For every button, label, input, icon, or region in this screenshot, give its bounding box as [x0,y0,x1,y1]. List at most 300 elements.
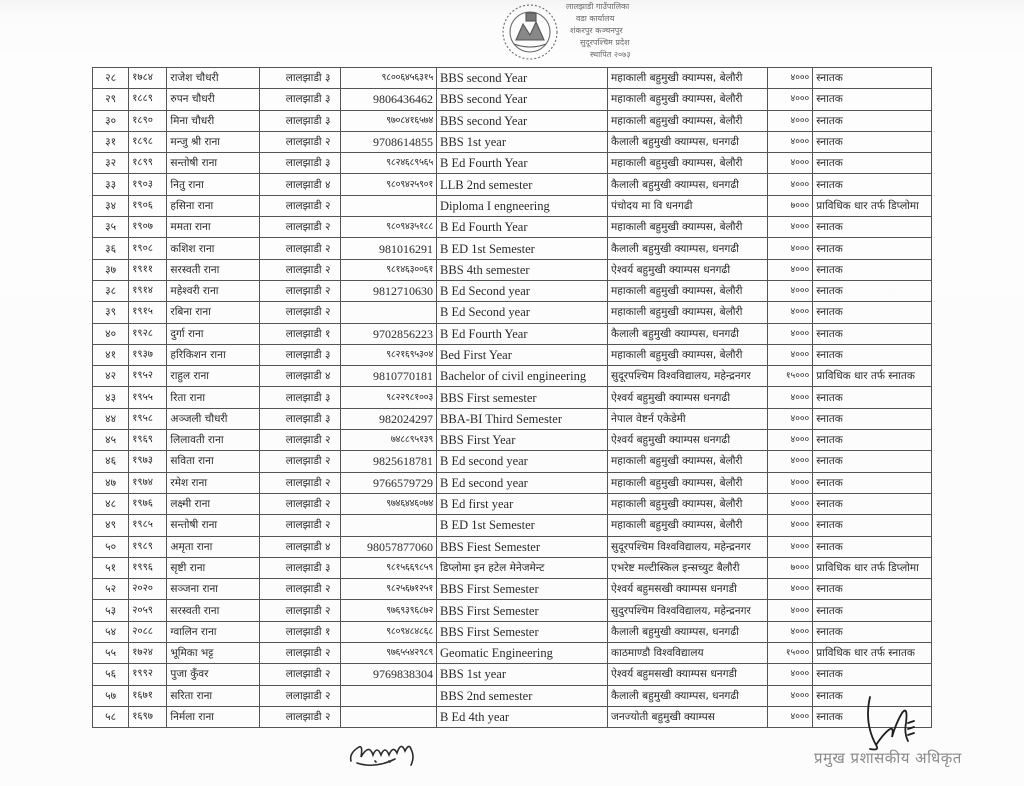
stamp-text [566,1,730,61]
name-cell: रुपन चौधरी [167,89,260,110]
phone-cell: ९८२२९८१००३ [341,387,437,408]
address-cell: लालझाडी २ [259,302,340,323]
registration-number-cell: १९०७ [129,217,167,238]
amount-cell: ४००० [767,600,812,621]
name-cell: महेश्वरी राना [167,280,260,301]
table-row [93,131,932,152]
registration-number-cell: १७२४ [129,643,167,664]
address-cell: लालझाडी २ [259,280,340,301]
table-row [93,685,932,706]
amount-cell: ४००० [767,323,812,344]
registration-number-cell: १९०८ [129,238,167,259]
registration-number-cell: १९३७ [129,344,167,365]
serial-number-cell: ३१ [93,131,129,152]
phone-cell: ९८०९४३५१८८ [341,217,437,238]
name-cell: सञ्जना राना [167,579,260,600]
registration-number-cell: १६७१ [129,685,167,706]
phone-cell: ९८०९४८४८६८ [341,621,437,642]
college-cell: सुदूरपश्चिम विश्वविद्यालय, महेन्द्रनगर [608,536,768,557]
table-row [93,344,932,365]
college-cell: ऐश्वर्य बहुमुखी क्याम्पस धनगढी [608,430,768,451]
name-cell: सविता राना [167,451,260,472]
table-row [93,280,932,301]
serial-number-cell: ४२ [93,366,129,387]
amount-cell: ४००० [767,536,812,557]
program-cell: B Ed 4th year [437,706,608,727]
program-cell: BBS 2nd semester [437,685,608,706]
amount-cell: ४००० [767,217,812,238]
address-cell: लालझाडी ३ [259,110,340,131]
level-cell: प्राविधिक धार तर्फ डिप्लोमा [813,195,932,216]
registration-number-cell: १७८४ [129,68,167,89]
program-cell: BBS 1st year [437,131,608,152]
amount-cell: ४००० [767,621,812,642]
amount-cell: ४००० [767,238,812,259]
name-cell: पुजा कुँवर [167,664,260,685]
serial-number-cell: ५४ [93,621,129,642]
registration-number-cell: १९०३ [129,174,167,195]
registration-number-cell: १९११ [129,259,167,280]
table-row [93,323,932,344]
phone-cell [341,515,437,536]
name-cell: नितु राना [167,174,260,195]
amount-cell: ४००० [767,344,812,365]
registration-number-cell: १८९८ [129,131,167,152]
table-row [93,600,932,621]
name-cell: रमेश राना [167,472,260,493]
name-cell: सन्तोषी राना [167,515,260,536]
level-cell: स्नातक [813,153,932,174]
phone-cell: 9806436462 [341,89,437,110]
college-cell: महाकाली बहुमुखी क्याम्पस, बेलौरी [608,153,768,174]
serial-number-cell: ५५ [93,643,129,664]
amount-cell: ४००० [767,110,812,131]
college-cell: महाकाली बहुमुखी क्याम्पस, बेलौरी [608,515,768,536]
amount-cell: ४००० [767,706,812,727]
address-cell: लालझाडी २ [259,430,340,451]
level-cell: स्नातक [813,664,932,685]
serial-number-cell: ३७ [93,259,129,280]
serial-number-cell: ४३ [93,387,129,408]
amount-cell: ४००० [767,89,812,110]
college-cell: महाकाली बहुमुखी क्याम्पस, बेलौरी [608,344,768,365]
serial-number-cell: ३९ [93,302,129,323]
stamp-line-2: वडा कार्यालय [576,14,615,23]
level-cell: स्नातक [813,323,932,344]
serial-number-cell: २९ [93,89,129,110]
program-cell: BBS 4th semester [437,259,608,280]
serial-number-cell: ५८ [93,706,129,727]
table-row [93,408,932,429]
registration-number-cell: १९९२ [129,664,167,685]
table-row [93,366,932,387]
registration-number-cell: १९५५ [129,387,167,408]
address-cell: लालझाडी २ [259,706,340,727]
table-row [93,174,932,195]
address-cell: लालझाडी २ [259,451,340,472]
table-row [93,68,932,89]
table-row [93,536,932,557]
amount-cell: ४००० [767,131,812,152]
level-cell: स्नातक [813,344,932,365]
name-cell: हसिना राना [167,195,260,216]
program-cell: BBS second Year [437,110,608,131]
amount-cell: ४००० [767,685,812,706]
program-cell: BBS First semester [437,387,608,408]
amount-cell: ७००० [767,557,812,578]
college-cell: महाकाली बहुमुखी क्याम्पस, बेलौरी [608,493,768,514]
phone-cell: 9769838304 [341,664,437,685]
registration-number-cell: २०२० [129,579,167,600]
level-cell: स्नातक [813,472,932,493]
level-cell: स्नातक [813,280,932,301]
college-cell: ऐश्वर्य बहुमसखी क्याम्पस धनगडी [608,579,768,600]
program-cell: LLB 2nd semester [437,174,608,195]
college-cell: ऐश्वर्य बहुमुखी क्याम्पस धनगढी [608,259,768,280]
program-cell: BBS second Year [437,68,608,89]
serial-number-cell: ४६ [93,451,129,472]
college-cell: कैलाली बहुमुखी क्याम्पस, धनगढी [608,621,768,642]
phone-cell: ९८२४६८९५६५ [341,153,437,174]
level-cell: स्नातक [813,430,932,451]
serial-number-cell: ४९ [93,515,129,536]
level-cell: स्नातक [813,131,932,152]
address-cell: लालझाडी २ [259,493,340,514]
phone-cell: ९८२१६९५३०४ [341,344,437,365]
table-row [93,238,932,259]
program-cell: B Ed second year [437,472,608,493]
level-cell: प्राविधिक धार तर्फ स्नातक [813,366,932,387]
serial-number-cell: ४७ [93,472,129,493]
college-cell: कैलाली बहुमुखी क्याम्पस, धनगढी [608,685,768,706]
serial-number-cell: ४४ [93,408,129,429]
officer-title: प्रमुख प्रशासकीय अधिकृत [814,749,962,767]
amount-cell: ४००० [767,153,812,174]
amount-cell: १५००० [767,643,812,664]
phone-cell: ९८१४६३००६१ [341,259,437,280]
registration-number-cell: २०५९ [129,600,167,621]
phone-cell: 9766579729 [341,472,437,493]
serial-number-cell: ५६ [93,664,129,685]
registration-number-cell: १९८९ [129,536,167,557]
address-cell: लालझाडी २ [259,472,340,493]
phone-cell: 9812710630 [341,280,437,301]
level-cell: स्नातक [813,536,932,557]
amount-cell: ४००० [767,387,812,408]
address-cell: लालझाडी ३ [259,344,340,365]
registration-number-cell: १९७४ [129,472,167,493]
phone-cell [341,195,437,216]
table-row [93,557,932,578]
name-cell: राहुल राना [167,366,260,387]
address-cell: लालझाडी २ [259,600,340,621]
program-cell: BBS Fiest Semester [437,536,608,557]
phone-cell: ९८००६४५६३१५ [341,68,437,89]
address-cell: लालझाडी ३ [259,153,340,174]
program-cell: BBS First Semester [437,579,608,600]
serial-number-cell: ३३ [93,174,129,195]
name-cell: लिलावती राना [167,430,260,451]
serial-number-cell: ४१ [93,344,129,365]
phone-cell: ९७६९३९६८७२ [341,600,437,621]
phone-cell: 98057877060 [341,536,437,557]
address-cell: लालझाडी १ [259,621,340,642]
college-cell: कैलाली बहुमुखी क्याम्पस, धनगढी [608,131,768,152]
phone-cell [341,706,437,727]
college-cell: महाकाली बहुमुखी क्याम्पस, बेलौरी [608,68,768,89]
beneficiary-table [92,67,932,728]
level-cell: प्राविधिक धार तर्फ स्नातक [813,643,932,664]
amount-cell: ४००० [767,302,812,323]
level-cell: स्नातक [813,706,932,727]
college-cell: ऐश्वर्य बहुमसखी क्याम्पस धनगडी [608,664,768,685]
program-cell: B ED 1st Semester [437,238,608,259]
college-cell: कैलाली बहुमुखी क्याम्पस, धनगढी [608,323,768,344]
level-cell: स्नातक [813,621,932,642]
address-cell: लालझाडी ४ [259,536,340,557]
amount-cell: ४००० [767,664,812,685]
amount-cell: १५००० [767,366,812,387]
phone-cell: ९८२५६७१२५१ [341,579,437,600]
address-cell: लालझाडी २ [259,664,340,685]
program-cell: Bachelor of civil engineering [437,366,608,387]
serial-number-cell: ३२ [93,153,129,174]
stamp-line-5: स्थापित २०७३ [590,50,631,59]
college-cell: महाकाली बहुमुखी क्याम्पस, बेलौरी [608,110,768,131]
college-cell: महाकाली बहुमुखी क्याम्पस, बेलौरी [608,89,768,110]
table-row [93,621,932,642]
level-cell: स्नातक [813,217,932,238]
table-row [93,89,932,110]
college-cell: कैलाली बहुमुखी क्याम्पस, धनगढी [608,238,768,259]
level-cell: प्राविधिक धार तर्फ डिप्लोमा [813,557,932,578]
amount-cell: ४००० [767,515,812,536]
program-cell: BBS First Semester [437,621,608,642]
phone-cell: ९७४६४४६०७४ [341,493,437,514]
college-cell: महाकाली बहुमुखी क्याम्पस, बेलौरी [608,472,768,493]
college-cell: महाकाली बहुमुखी क्याम्पस, बेलौरी [608,280,768,301]
serial-number-cell: ३५ [93,217,129,238]
phone-cell [341,685,437,706]
table-row [93,643,932,664]
stamp-line-4: सुदूरपश्चिम प्रदेश [580,38,630,47]
registration-number-cell: १९०६ [129,195,167,216]
registration-number-cell: १९१४ [129,280,167,301]
registration-number-cell: १९७६ [129,493,167,514]
amount-cell: ४००० [767,430,812,451]
name-cell: भूमिका भट्ट [167,643,260,664]
table-row [93,387,932,408]
name-cell: अञ्जली चौधरी [167,408,260,429]
level-cell: स्नातक [813,387,932,408]
phone-cell: ९७६५५४२९८९ [341,643,437,664]
address-cell: लालझाडी ४ [259,366,340,387]
name-cell: मन्जु श्री राना [167,131,260,152]
address-cell: लालझाडी २ [259,579,340,600]
college-cell: पंचोदय मा वि धनगढी [608,195,768,216]
program-cell: डिप्लोमा इन हटेल मेनेजमेन्ट [437,557,608,578]
registration-number-cell: २०८८ [129,621,167,642]
program-cell: B Ed second year [437,451,608,472]
serial-number-cell: ३० [93,110,129,131]
serial-number-cell: ३४ [93,195,129,216]
registration-number-cell: १९७३ [129,451,167,472]
phone-cell: ९८१५६६९८५९ [341,557,437,578]
table-row [93,430,932,451]
program-cell: Bed First Year [437,344,608,365]
level-cell: स्नातक [813,408,932,429]
program-cell: BBS First Semester [437,600,608,621]
level-cell: स्नातक [813,685,932,706]
name-cell: दुर्गा राना [167,323,260,344]
name-cell: रिता राना [167,387,260,408]
registration-number-cell: १९५२ [129,366,167,387]
official-stamp [470,0,730,66]
address-cell: लालझाडी ४ [259,174,340,195]
registration-number-cell: १९५८ [129,408,167,429]
phone-cell: ९८०९४२५९०१ [341,174,437,195]
program-cell: BBA-BI Third Semester [437,408,608,429]
college-cell: एभरेष्ट मल्टीस्किल इन्सच्युट बैलौरी [608,557,768,578]
program-cell: Geomatic Engineering [437,643,608,664]
serial-number-cell: ५२ [93,579,129,600]
registration-number-cell: १९२८ [129,323,167,344]
name-cell: अमृता राना [167,536,260,557]
amount-cell: ४००० [767,408,812,429]
registration-number-cell: १९१५ [129,302,167,323]
beneficiary-table-body [93,68,932,728]
address-cell: लालझाडी २ [259,643,340,664]
stamp-line-1: लालझाडी गाउँपालिका [566,2,630,11]
phone-cell [341,302,437,323]
level-cell: स्नातक [813,600,932,621]
program-cell: B ED 1st Semester [437,515,608,536]
name-cell: राजेश चौधरी [167,68,260,89]
address-cell: लालझाडी ३ [259,387,340,408]
amount-cell: ४००० [767,579,812,600]
level-cell: स्नातक [813,302,932,323]
name-cell: निर्मला राना [167,706,260,727]
address-cell: लालझाडी २ [259,515,340,536]
registration-number-cell: १९६९ [129,430,167,451]
serial-number-cell: २८ [93,68,129,89]
serial-number-cell: ४५ [93,430,129,451]
phone-cell: 9825618781 [341,451,437,472]
name-cell: हरिकिशन राना [167,344,260,365]
level-cell: स्नातक [813,451,932,472]
address-cell: लालझाडी ३ [259,68,340,89]
serial-number-cell: ४८ [93,493,129,514]
table-row [93,153,932,174]
amount-cell: ४००० [767,68,812,89]
name-cell: रबिना राना [167,302,260,323]
level-cell: स्नातक [813,110,932,131]
program-cell: BBS second Year [437,89,608,110]
level-cell: स्नातक [813,259,932,280]
address-cell: लालझाडी २ [259,238,340,259]
level-cell: स्नातक [813,579,932,600]
name-cell: सरस्वती राना [167,259,260,280]
registration-number-cell: १८८९ [129,89,167,110]
serial-number-cell: ४० [93,323,129,344]
level-cell: स्नातक [813,493,932,514]
program-cell: BBS 1st year [437,664,608,685]
table-row [93,664,932,685]
program-cell: BBS First Year [437,430,608,451]
college-cell: महाकाली बहुमुखी क्याम्पस, बेलौरी [608,217,768,238]
name-cell: सृष्टी राना [167,557,260,578]
name-cell: कशिश राना [167,238,260,259]
table-row [93,451,932,472]
phone-cell: ७४८८९५१३९ [341,430,437,451]
address-cell: लालझाडी ३ [259,557,340,578]
amount-cell: ७००० [767,195,812,216]
phone-cell: 9702856223 [341,323,437,344]
college-cell: महाकाली बहुमुखी क्याम्पस, बेलौरी [608,451,768,472]
address-cell: लालझाडी २ [259,259,340,280]
registration-number-cell: १९९६ [129,557,167,578]
table-row [93,579,932,600]
serial-number-cell: ५७ [93,685,129,706]
name-cell: सरस्वती राना [167,600,260,621]
registration-number-cell: १६९७ [129,706,167,727]
name-cell: लक्ष्मी राना [167,493,260,514]
registration-number-cell: १८९९ [129,153,167,174]
amount-cell: ४००० [767,174,812,195]
level-cell: स्नातक [813,89,932,110]
address-cell: ललाझाडी २ [259,685,340,706]
address-cell: लालझाडी ३ [259,408,340,429]
address-cell: लालझाडी २ [259,217,340,238]
college-cell: कैलाली बहुमुखी क्याम्पस, धनगढी [608,174,768,195]
address-cell: लालझाडी १ [259,323,340,344]
name-cell: ग्वालिन राना [167,621,260,642]
phone-cell: ९७०८४१६५७४ [341,110,437,131]
serial-number-cell: ५३ [93,600,129,621]
amount-cell: ४००० [767,259,812,280]
college-cell: काठमाण्डौ विश्वविद्यालय [608,643,768,664]
program-cell: Diploma I engneering [437,195,608,216]
name-cell: सरिता राना [167,685,260,706]
address-cell: लालझाडी २ [259,195,340,216]
address-cell: लालझाडी २ [259,131,340,152]
college-cell: जनज्योती बहुमुखी क्याम्पस [608,706,768,727]
registration-number-cell: १९८५ [129,515,167,536]
table-row [93,706,932,727]
table-row [93,195,932,216]
table-row [93,515,932,536]
level-cell: स्नातक [813,68,932,89]
program-cell: B Ed Fourth Year [437,153,608,174]
amount-cell: ४००० [767,280,812,301]
phone-cell: 9810770181 [341,366,437,387]
name-cell: मिना चौधरी [167,110,260,131]
college-cell: महाकाली बहुमुखी क्याम्पस, बेलौरी [608,302,768,323]
table-row [93,493,932,514]
phone-cell: 9708614855 [341,131,437,152]
phone-cell: 981016291 [341,238,437,259]
program-cell: B Ed first year [437,493,608,514]
serial-number-cell: ५० [93,536,129,557]
signature-left [345,733,435,773]
program-cell: B Ed Fourth Year [437,323,608,344]
name-cell: सन्तोषी राना [167,153,260,174]
stamp-emblem-icon [500,2,560,62]
phone-cell: 982024297 [341,408,437,429]
amount-cell: ४००० [767,472,812,493]
address-cell: लालझाडी ३ [259,89,340,110]
level-cell: स्नातक [813,174,932,195]
